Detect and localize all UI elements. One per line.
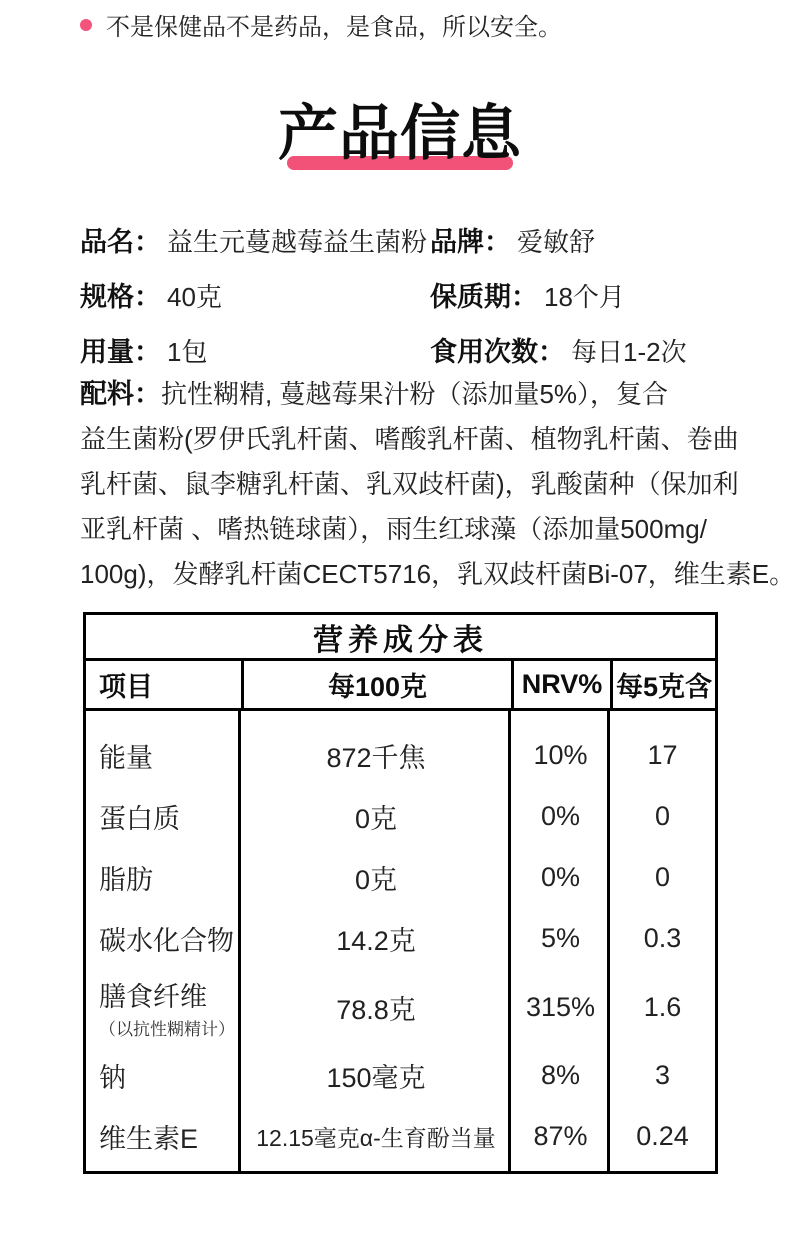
- nutrition-table-header: [86, 661, 715, 711]
- nrv-value: 5%: [540, 923, 581, 953]
- nutrient-name: 能量: [99, 743, 153, 773]
- nutrition-row-protein: [86, 786, 715, 847]
- info-label: 品名：: [80, 227, 161, 257]
- info-brand: [430, 220, 760, 259]
- info-label: 保质期：: [430, 282, 538, 312]
- ingredients-line: 亚乳杆菌 、嗜热链球菌），雨生红球藻（添加量500mg/: [80, 514, 707, 544]
- ingredients-text: 抗性糊精, 蔓越莓果汁粉（添加量5%），复合: [161, 379, 669, 409]
- info-value: 40克: [167, 282, 222, 312]
- ingredients-line: 益生菌粉(罗伊氏乳杆菌、嗜酸乳杆菌、植物乳杆菌、卷曲: [80, 424, 739, 454]
- per-100g-value: 150毫克: [326, 1063, 426, 1093]
- info-label: 品牌：: [430, 227, 511, 257]
- per-5g-value: 0: [654, 862, 671, 892]
- info-frequency: [430, 330, 760, 369]
- info-label: 规格：: [80, 282, 161, 312]
- nutrition-row-vitamin-e: [86, 1106, 715, 1167]
- nutrient-name: 钠: [99, 1063, 126, 1093]
- nrv-value: 87%: [533, 1121, 588, 1151]
- per-5g-value: 0.24: [636, 1121, 689, 1151]
- nrv-value: 315%: [525, 991, 596, 1022]
- nutrient-subnote: （以抗性糊精计）: [99, 1019, 235, 1039]
- nutrition-row-fat: [86, 847, 715, 908]
- column-divider: [508, 711, 511, 1171]
- nutrient-name: 碳水化合物: [99, 926, 234, 956]
- ingredients-paragraph: [80, 372, 796, 597]
- per-100g-value: 12.15毫克α-生育酚当量: [256, 1125, 496, 1151]
- column-header-per5g: 每5克含: [610, 661, 715, 708]
- column-divider: [607, 711, 610, 1171]
- ingredients-line: 100g)，发酵乳杆菌CECT5716，乳双歧杆菌Bi-07，维生素E。: [80, 559, 796, 589]
- info-value: 1包: [167, 337, 208, 367]
- info-spec: [80, 275, 430, 314]
- info-label: 用量：: [80, 337, 161, 367]
- ring-bullet-icon: [80, 19, 92, 31]
- info-label: 食用次数：: [430, 337, 565, 367]
- per-100g-value: 78.8克: [336, 994, 416, 1025]
- info-row-spec-shelflife: [80, 267, 760, 322]
- safety-note-text: 不是保健品不是药品，是食品，所以安全。: [106, 14, 562, 41]
- nrv-value: 10%: [533, 740, 588, 770]
- ingredients-label: 配料：: [80, 379, 161, 409]
- per-100g-value: 0克: [354, 804, 398, 834]
- per-5g-value: 0: [654, 801, 671, 831]
- per-100g-value: 872千焦: [326, 743, 426, 773]
- nutrient-name: 维生素E: [99, 1124, 199, 1154]
- nutrition-table-title: 营养成分表: [86, 615, 715, 661]
- per-5g-value: 3: [654, 1060, 671, 1090]
- nutrient-name: 蛋白质: [99, 804, 180, 834]
- per-100g-value: 14.2克: [336, 926, 416, 956]
- info-value: 爱敏舒: [517, 227, 596, 257]
- nutrition-row-sodium: [86, 1045, 715, 1106]
- nutrition-table-body: [86, 711, 715, 1171]
- title-block: [0, 86, 800, 172]
- info-value: 益生元蔓越莓益生菌粉: [167, 227, 428, 257]
- info-row-name-brand: [80, 212, 760, 267]
- safety-note: [80, 7, 562, 42]
- column-header-nrv: NRV%: [511, 661, 610, 708]
- info-value: 每日1-2次: [571, 337, 687, 367]
- nutrition-row-carbohydrate: [86, 908, 715, 969]
- info-row-dosage-frequency: [80, 322, 760, 377]
- column-header-per100g: 每100克: [241, 661, 511, 708]
- ingredients-line: [80, 372, 770, 417]
- nrv-value: 0%: [540, 801, 581, 831]
- info-shelf-life: [430, 275, 760, 314]
- nutrition-row-dietary-fiber: [86, 969, 715, 1045]
- nrv-value: 8%: [540, 1060, 581, 1090]
- per-5g-value: 0.3: [643, 923, 682, 953]
- product-info: [80, 212, 760, 377]
- nrv-value: 0%: [540, 862, 581, 892]
- info-product-name: [80, 220, 430, 259]
- per-5g-value: 17: [647, 740, 678, 770]
- page-title: 产品信息: [278, 100, 522, 167]
- nutrient-name: 膳食纤维: [99, 981, 207, 1012]
- ingredients-line: 乳杆菌、鼠李糖乳杆菌、乳双歧杆菌)，乳酸菌种（保加利: [80, 469, 739, 499]
- per-100g-value: 0克: [354, 865, 398, 895]
- nutrition-table: [83, 612, 718, 1174]
- info-dosage: [80, 330, 430, 369]
- info-value: 18个月: [544, 282, 625, 312]
- per-5g-value: 1.6: [643, 991, 682, 1022]
- column-header-item: 项目: [99, 672, 153, 702]
- column-divider: [238, 711, 241, 1171]
- nutrient-name: 脂肪: [99, 865, 153, 895]
- nutrition-row-energy: [86, 725, 715, 786]
